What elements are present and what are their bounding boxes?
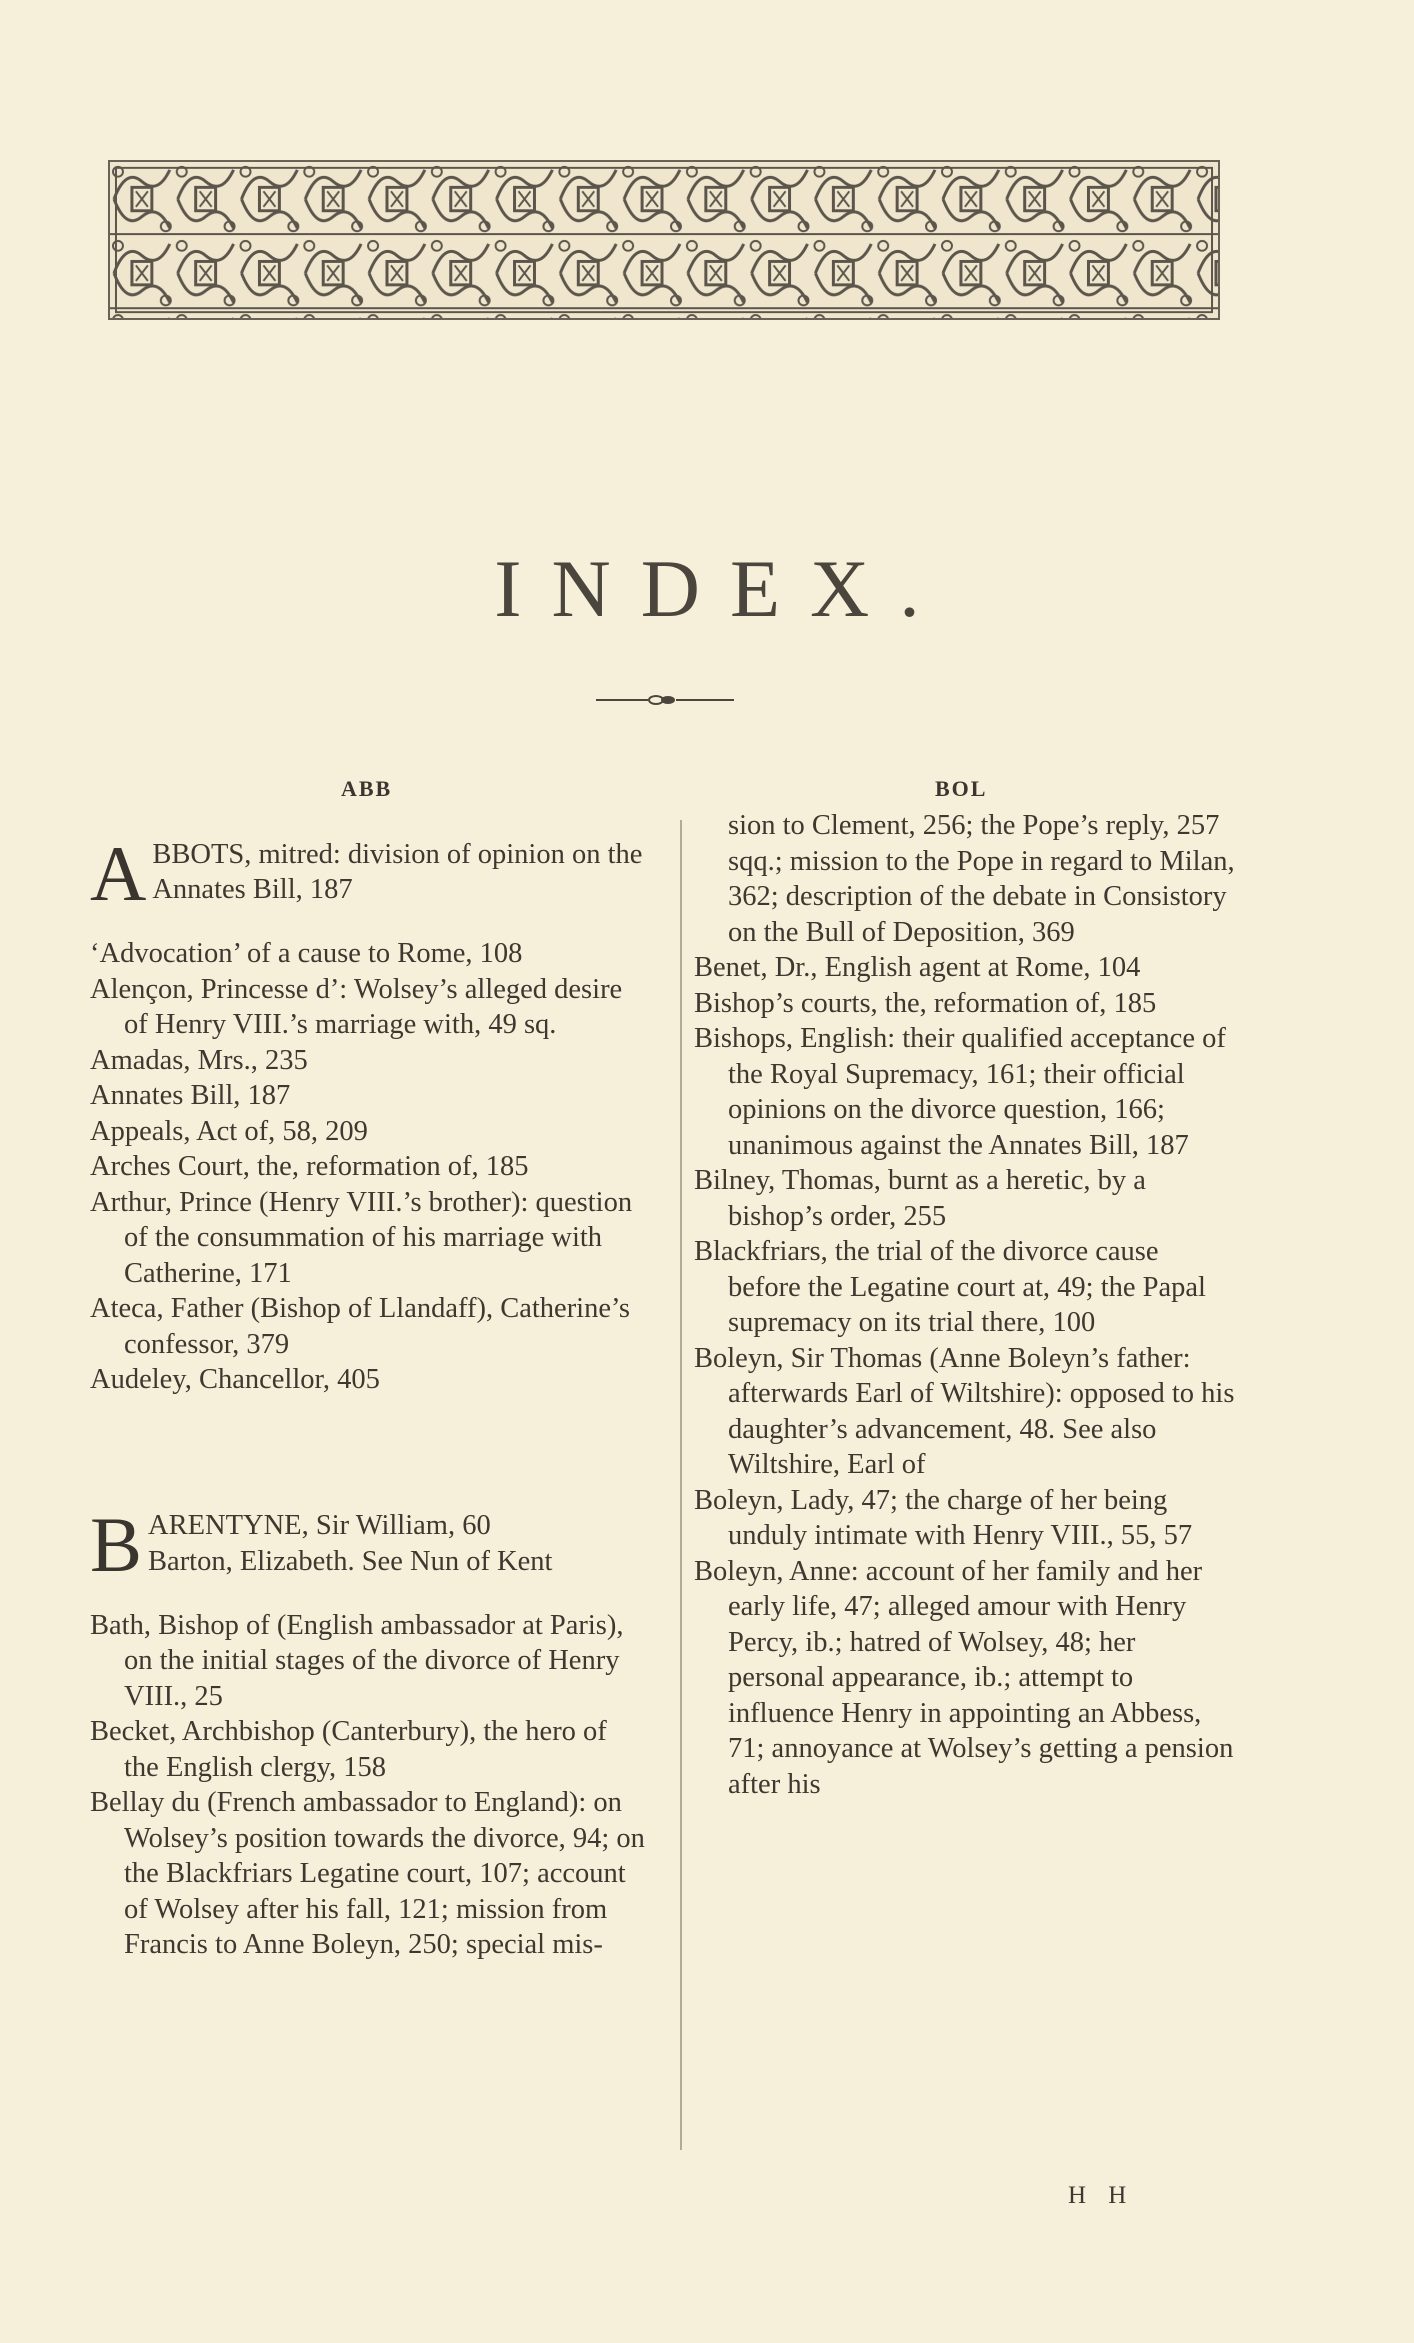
ornamental-header-band [108,160,1220,320]
index-entry: Alençon, Princesse d’: Wolsey’s alleged desire of Henry VIII.’s marriage with, 49 sq. [90,973,623,1040]
index-entry [90,829,648,917]
index-entry: Boleyn, Sir Thomas (Anne Boleyn’s father: afterwards Earl of Wiltshire): opposed to his daughter’s advancement, 48. See also Wiltshire, Earl of [694,1342,1235,1480]
index-entry: Ateca, Father (Bishop of Llandaff), Catherine’s confessor, 379 [90,1293,631,1360]
index-column-right [694,808,1238,1802]
title-divider-ornament [596,692,734,708]
index-entry: Arthur, Prince (Henry VIII.’s brother): question of the consummation of his marriage with Catherine, 171 [90,1186,633,1289]
page-title: INDEX. [494,543,950,634]
entry-text: BBOTS, mitred: division of opinion on the Annates Bill, 187 [152,838,643,905]
ornament-pattern [110,162,1218,318]
index-entry: ‘Advocation’ of a cause to Rome, 108 [90,938,523,969]
index-entry: Bath, Bishop of (English ambassador at Paris), on the initial stages of the divorce of Henry VIII., 25 [90,1609,624,1712]
section-gap [90,1398,648,1480]
index-column-left [90,808,648,1963]
entry-text: Barton, Elizabeth. See Nun of Kent [148,1545,553,1577]
index-entry: Bellay du (French ambassador to England): on Wolsey’s position towards the divorce, 94; on the Blackfriars Legatine court, 107; account of Wolsey after his fall, 121; mission from Francis to Anne Boleyn, 250; special mis- [90,1787,645,1960]
running-head-right: BOL [935,776,988,801]
entry-text: ARENTYNE, Sir William, 60 [148,1510,491,1541]
index-entry: Benet, Dr., English agent at Rome, 104 [694,952,1141,983]
index-entry: Bilney, Thomas, burnt as a heretic, by a bishop’s order, 255 [694,1165,1146,1232]
index-entry: Boleyn, Lady, 47; the charge of her being unduly intimate with Henry VIII., 55, 57 [694,1484,1193,1551]
index-entry: Appeals, Act of, 58, 209 [90,1115,368,1147]
drop-cap-a: A [90,829,147,917]
index-entry: Audeley, Chancellor, 405 [90,1364,380,1395]
index-entry: Blackfriars, the trial of the divorce cause before the Legatine court at, 49; the Papal supremacy on its trial there, 100 [694,1236,1206,1338]
index-entry: Boleyn, Anne: account of her family and her early life, 47; alleged amour with Henry Percy, ib.; hatred of Wolsey, 48; her personal appearance, ib.; attempt to influence Henry in appointing an Abbess, 71; annoyance at Wolsey’s getting a pension after his [694,1555,1234,1800]
drop-cap-b: B [90,1501,143,1588]
index-entry: Arches Court, the, reformation of, 185 [90,1151,529,1182]
column-divider [680,820,682,2150]
signature-mark: H H [1068,2182,1135,2209]
index-entry: Bishops, English: their qualified acceptance of the Royal Supremacy, 161; their official opinions on the divorce question, 166; unanimous against the Annates Bill, 187 [694,1023,1226,1161]
index-entry: Becket, Archbishop (Canterbury), the hero of the English clergy, 158 [90,1716,607,1783]
index-entry: Bishop’s courts, the, reformation of, 185 [694,987,1157,1019]
index-entry: Annates Bill, 187 [90,1080,291,1111]
running-head-left: ABB [341,776,393,801]
index-entry [90,1501,648,1588]
index-entry: Amadas, Mrs., 235 [90,1044,308,1076]
index-entry-continuation: sion to Clement, 256; the Pope’s reply, 257 sqq.; mission to the Pope in regard to Milan, 362; description of the debate in Consistory on the Bull of Deposition, 369 [728,810,1235,948]
